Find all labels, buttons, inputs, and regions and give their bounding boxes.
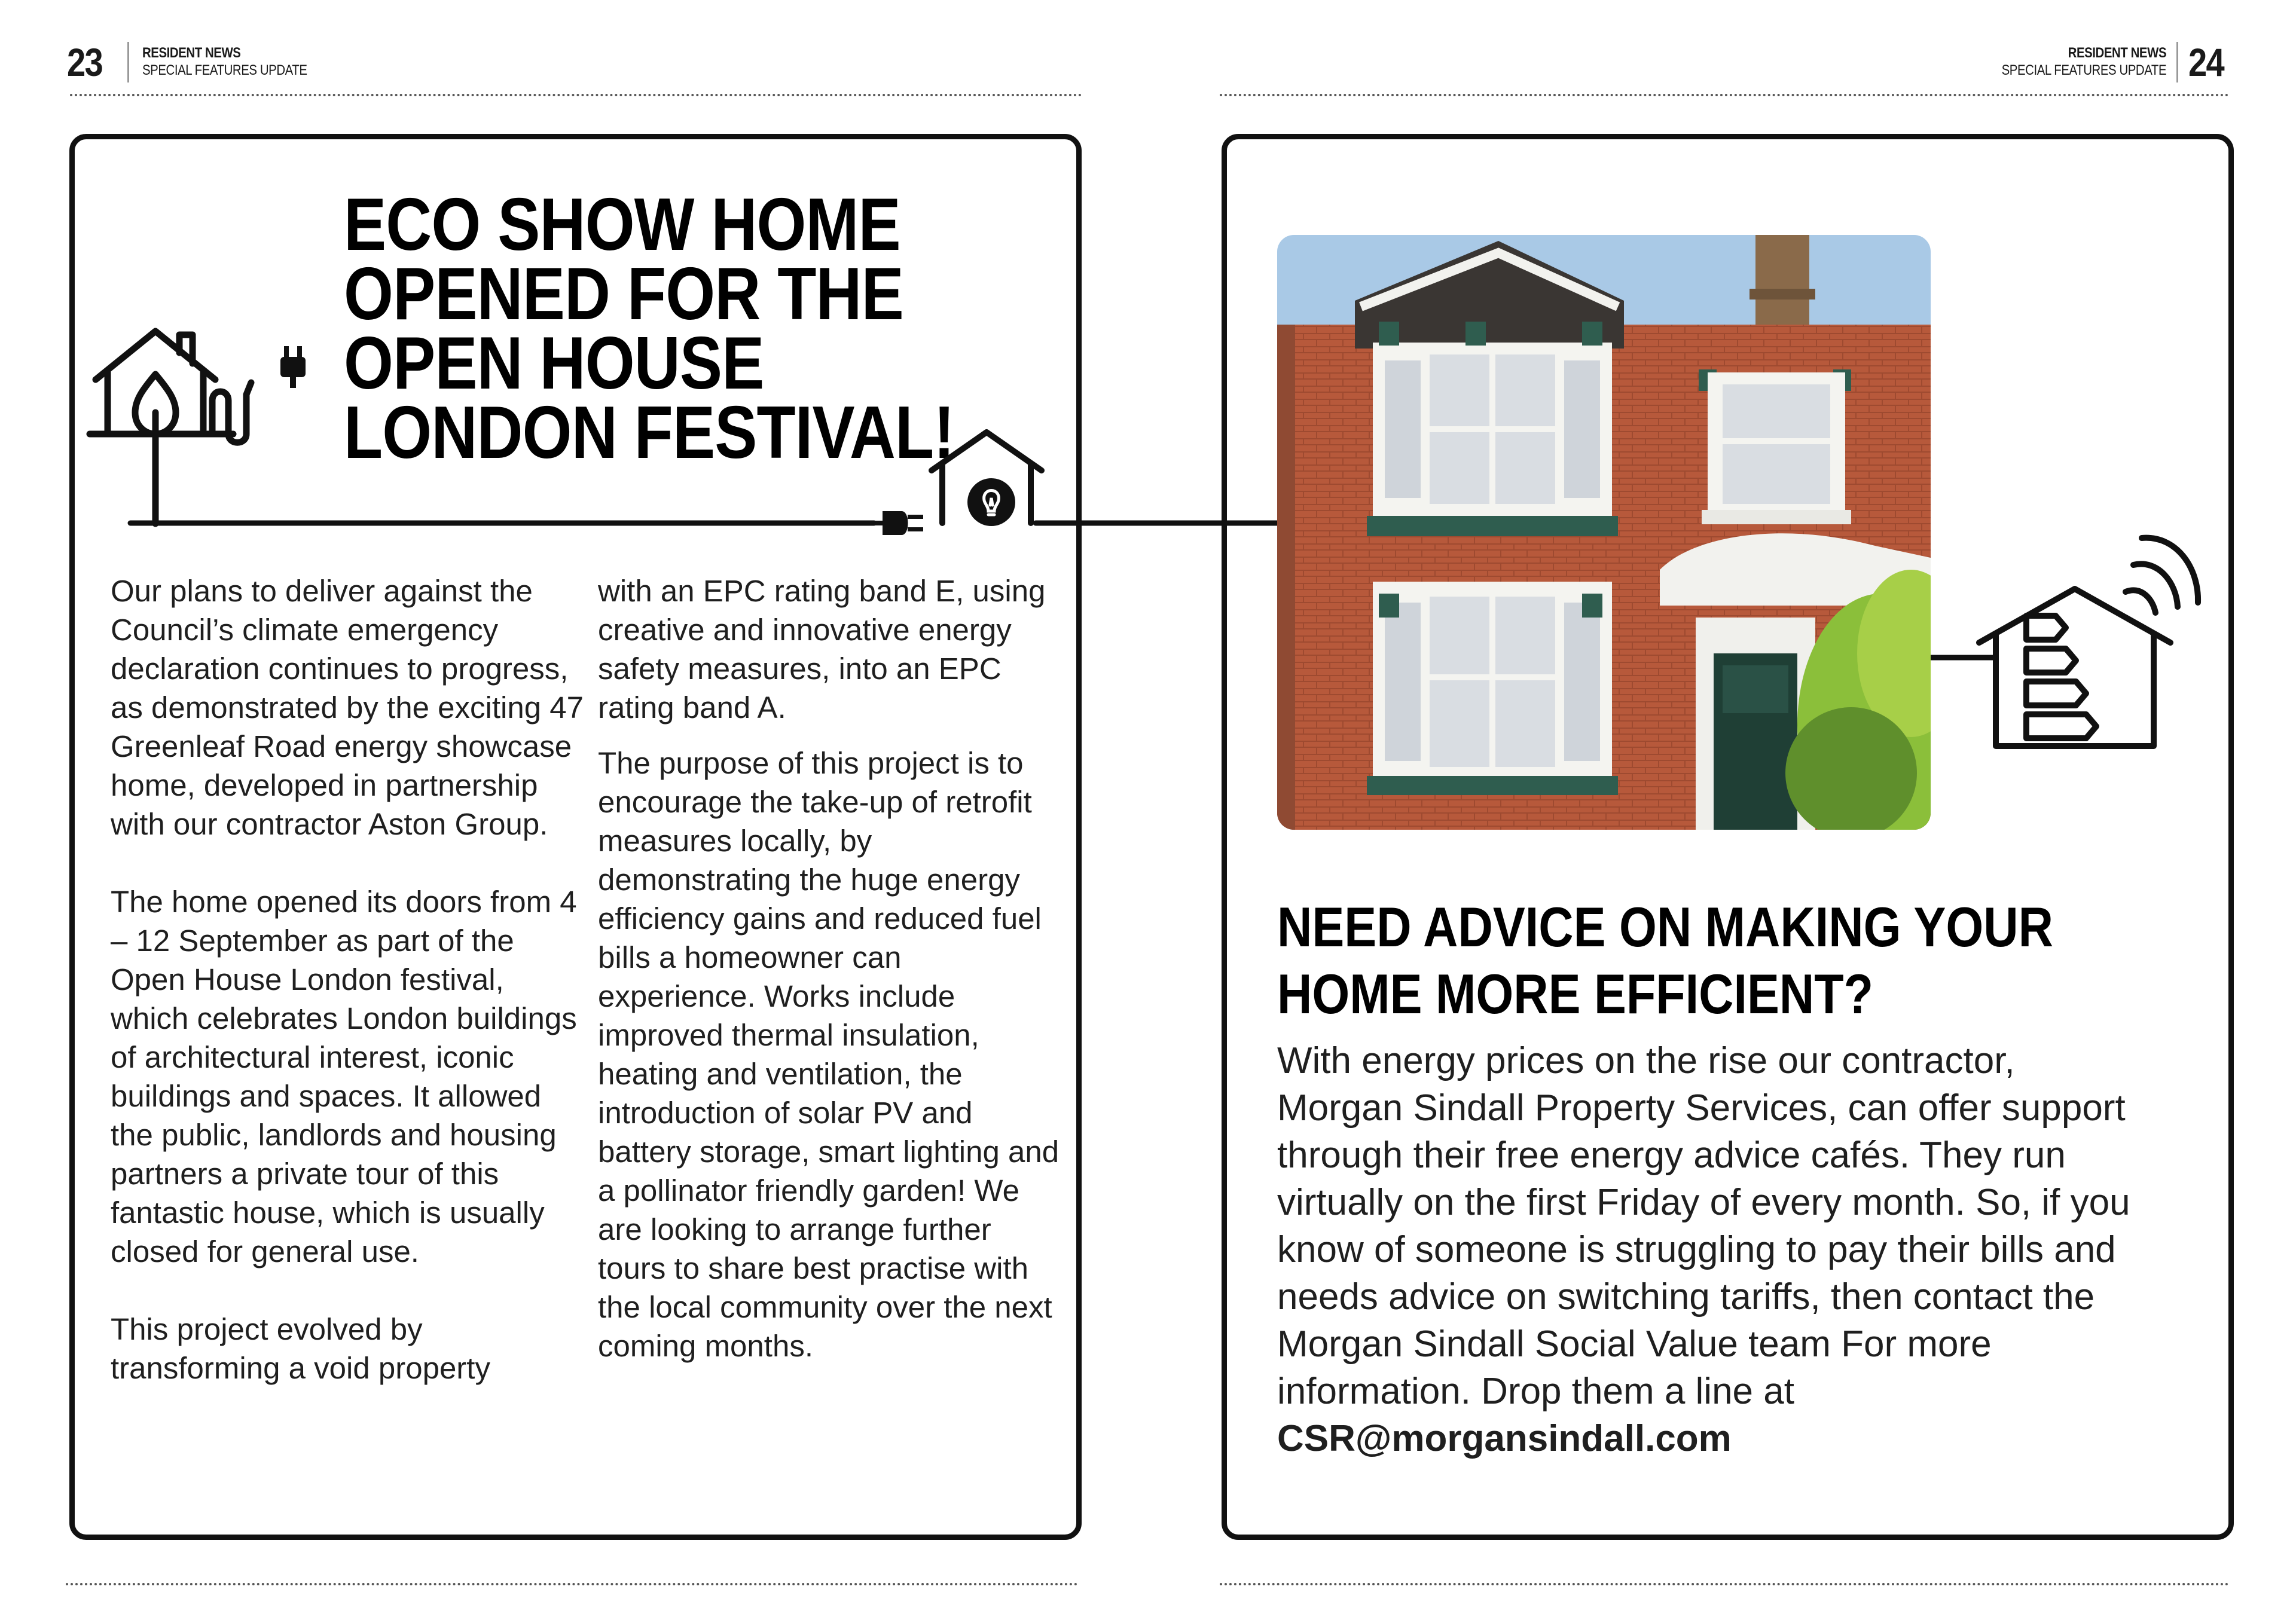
article-title-line: OPENED FOR THE — [344, 253, 903, 335]
advice-email-link[interactable]: CSR@morgansindall.com — [1277, 1418, 1732, 1459]
article-paragraph: The purpose of this project is to encourage the take-up of retrofit measures locally, by demonstrating the huge energy efficiency gains and reduced fuel bills a homeowner can experience. Works include improved thermal insulation, heating and ventilation, the introduction of solar PV and battery storage, smart lighting and a pollinator friendly garden! We are looking to arrange further tours to share best practise with the local community over the next coming months. — [598, 746, 1060, 1363]
left-header-title: RESIDENT NEWS — [142, 45, 241, 61]
article-paragraph: with an EPC rating band E, using creative and innovative energy safety measures, into an EPC rating band A. — [598, 574, 1046, 725]
article-title-line: ECO SHOW HOME — [344, 184, 900, 266]
article-title-line: LONDON FESTIVAL! — [344, 392, 954, 474]
advice-body — [1277, 1037, 2150, 1462]
article-paragraph: Our plans to deliver against the Council’s climate emergency declaration continues to progress, as demonstrated by the exciting 47 Greenleaf Road energy showcase home, developed in partnership with our contractor Aston Group. — [111, 574, 584, 841]
advice-title-line: HOME MORE EFFICIENT? — [1277, 962, 1874, 1025]
advice-title — [1277, 894, 2053, 1028]
left-header-subtitle: SPECIAL FEATURES UPDATE — [142, 62, 307, 78]
house-photo — [1277, 235, 1931, 830]
right-header-title: RESIDENT NEWS — [2068, 45, 2166, 61]
article-paragraph: The home opened its doors from 4 – 12 September as part of the Open House London festival, which celebrates London buildings of architectural interest, iconic buildings and spaces. It allowed the public, landlords and housing partners a private tour of this fantastic house, which is usually closed for general use. — [111, 885, 577, 1269]
article-paragraph: This project evolved by transforming a void property — [111, 1312, 490, 1385]
right-header-subtitle: SPECIAL FEATURES UPDATE — [2001, 62, 2166, 78]
advice-title-line: NEED ADVICE ON MAKING YOUR — [1277, 895, 2054, 958]
advice-body-text: With energy prices on the rise our contractor, Morgan Sindall Property Services, can offer support through their free energy advice cafés. They run virtually on the first Friday of every month. So, if you know of someone is struggling to pay their bills and needs advice on switching tariffs, then contact the Morgan Sindall Social Value team For more information. Drop them a line at — [1277, 1040, 2130, 1412]
house-with-epc-rating-icon — [1973, 532, 2200, 753]
left-page-number: 23 — [67, 40, 103, 84]
right-page-number: 24 — [2188, 40, 2224, 84]
article-title-line: OPEN HOUSE — [344, 322, 764, 405]
